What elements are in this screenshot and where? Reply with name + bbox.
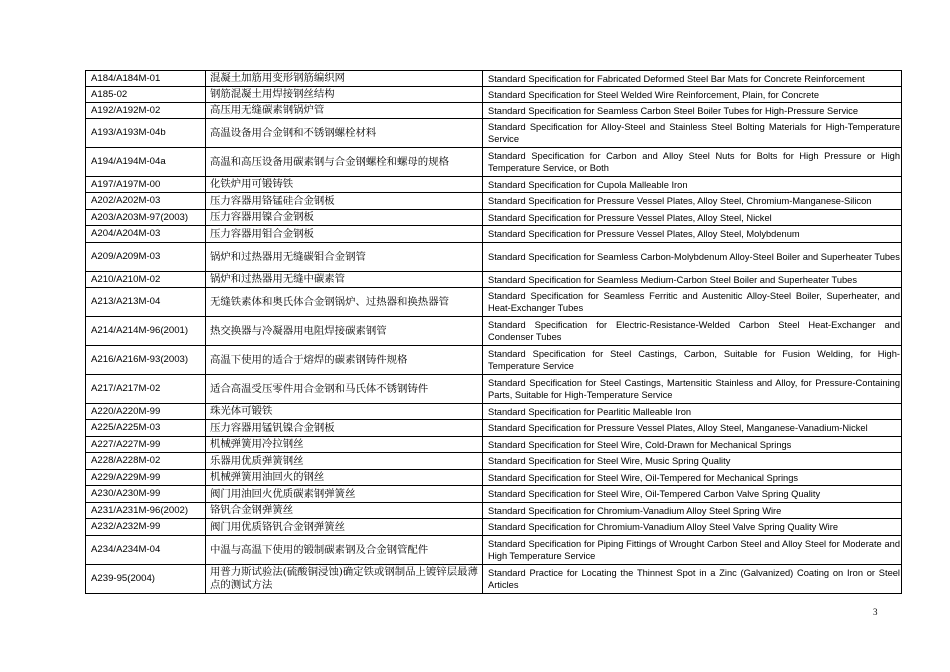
standard-code: A193/A193M-04b bbox=[86, 119, 206, 148]
standard-code: A230/A230M-99 bbox=[86, 486, 206, 503]
standard-code: A231/A231M-96(2002) bbox=[86, 503, 206, 519]
english-title: Standard Specification for Chromium-Vanadium Alloy Steel Valve Spring Quality Wire bbox=[483, 519, 902, 536]
english-title: Standard Specification for Steel Wire, Music Spring Quality bbox=[483, 453, 902, 470]
chinese-title: 混凝土加筋用变形钢筋编织网 bbox=[206, 71, 483, 87]
chinese-title: 珠光体可锻铁 bbox=[206, 404, 483, 420]
table-row bbox=[86, 375, 902, 404]
chinese-title: 锅炉和过热器用无缝中碳素管 bbox=[206, 272, 483, 288]
english-title: Standard Specification for Pressure Vessel Plates, Alloy Steel, Molybdenum bbox=[483, 226, 902, 243]
table-row bbox=[86, 177, 902, 193]
table-row bbox=[86, 470, 902, 486]
page-number: 3 bbox=[873, 607, 878, 617]
chinese-title: 适合高温受压零件用合金钢和马氏体不锈钢铸件 bbox=[206, 375, 483, 404]
standard-code: A185-02 bbox=[86, 87, 206, 103]
chinese-title: 压力容器用钼合金钢板 bbox=[206, 226, 483, 243]
chinese-title: 机械弹簧用油回火的钢丝 bbox=[206, 470, 483, 486]
chinese-title: 高温和高压设备用碳素钢与合金钢螺栓和螺母的规格 bbox=[206, 148, 483, 177]
standard-code: A214/A214M-96(2001) bbox=[86, 317, 206, 346]
standard-code: A204/A204M-03 bbox=[86, 226, 206, 243]
table-row bbox=[86, 71, 902, 87]
standard-code: A209/A209M-03 bbox=[86, 243, 206, 272]
standard-code: A216/A216M-93(2003) bbox=[86, 346, 206, 375]
standard-code: A213/A213M-04 bbox=[86, 288, 206, 317]
standard-code: A239-95(2004) bbox=[86, 565, 206, 594]
standard-code: A234/A234M-04 bbox=[86, 536, 206, 565]
table-row bbox=[86, 210, 902, 226]
english-title: Standard Specification for Steel Wire, Cold-Drawn for Mechanical Springs bbox=[483, 437, 902, 453]
table-row bbox=[86, 288, 902, 317]
standard-code: A227/A227M-99 bbox=[86, 437, 206, 453]
table-row bbox=[86, 404, 902, 420]
english-title: Standard Specification for Steel Wire, Oil-Tempered Carbon Valve Spring Quality bbox=[483, 486, 902, 503]
table-row bbox=[86, 317, 902, 346]
table-row bbox=[86, 486, 902, 503]
chinese-title: 热交换器与冷凝器用电阻焊接碳素钢管 bbox=[206, 317, 483, 346]
table-row bbox=[86, 193, 902, 210]
chinese-title: 高温下使用的适合于熔焊的碳素钢铸件规格 bbox=[206, 346, 483, 375]
table-row bbox=[86, 437, 902, 453]
standard-code: A229/A229M-99 bbox=[86, 470, 206, 486]
chinese-title: 用普力斯试验法(硫酸铜浸蚀)确定铁或钢制品上镀锌层最薄点的测试方法 bbox=[206, 565, 483, 594]
chinese-title: 化铁炉用可锻铸铁 bbox=[206, 177, 483, 193]
english-title: Standard Specification for Steel Welded Wire Reinforcement, Plain, for Concrete bbox=[483, 87, 902, 103]
english-title: Standard Specification for Seamless Carbon-Molybdenum Alloy-Steel Boiler and Superheater Tubes bbox=[483, 243, 902, 272]
table-row bbox=[86, 519, 902, 536]
standard-code: A217/A217M-02 bbox=[86, 375, 206, 404]
table-row bbox=[86, 420, 902, 437]
english-title: Standard Specification for Steel Castings, Carbon, Suitable for Fusion Welding, for High-Temperature Service bbox=[483, 346, 902, 375]
chinese-title: 乐器用优质弹簧钢丝 bbox=[206, 453, 483, 470]
table-row bbox=[86, 103, 902, 119]
english-title: Standard Specification for Chromium-Vanadium Alloy Steel Spring Wire bbox=[483, 503, 902, 519]
chinese-title: 钢筋混凝土用焊接钢丝结构 bbox=[206, 87, 483, 103]
english-title: Standard Specification for Seamless Medium-Carbon Steel Boiler and Superheater Tubes bbox=[483, 272, 902, 288]
chinese-title: 锅炉和过热器用无缝碳钼合金钢管 bbox=[206, 243, 483, 272]
standard-code: A225/A225M-03 bbox=[86, 420, 206, 437]
table-row bbox=[86, 536, 902, 565]
standards-table bbox=[85, 70, 902, 594]
table-row bbox=[86, 565, 902, 594]
standard-code: A220/A220M-99 bbox=[86, 404, 206, 420]
chinese-title: 阀门用油回火优质碳素钢弹簧丝 bbox=[206, 486, 483, 503]
english-title: Standard Practice for Locating the Thinnest Spot in a Zinc (Galvanized) Coating on Iron or Steel Articles bbox=[483, 565, 902, 594]
english-title: Standard Specification for Fabricated Deformed Steel Bar Mats for Concrete Reinforcement bbox=[483, 71, 902, 87]
english-title: Standard Specification for Carbon and Alloy Steel Nuts for Bolts for High Pressure or High Temperature Service, or Both bbox=[483, 148, 902, 177]
standard-code: A203/A203M-97(2003) bbox=[86, 210, 206, 226]
english-title: Standard Specification for Cupola Malleable Iron bbox=[483, 177, 902, 193]
english-title: Standard Specification for Seamless Carbon Steel Boiler Tubes for High-Pressure Service bbox=[483, 103, 902, 119]
table-row bbox=[86, 226, 902, 243]
english-title: Standard Specification for Piping Fittings of Wrought Carbon Steel and Alloy Steel for Moderate and High Temperature Service bbox=[483, 536, 902, 565]
english-title: Standard Specification for Electric-Resistance-Welded Carbon Steel Heat-Exchanger and Condenser Tubes bbox=[483, 317, 902, 346]
english-title: Standard Specification for Steel Wire, Oil-Tempered for Mechanical Springs bbox=[483, 470, 902, 486]
chinese-title: 高压用无缝碳素钢锅炉管 bbox=[206, 103, 483, 119]
table-row bbox=[86, 119, 902, 148]
standard-code: A210/A210M-02 bbox=[86, 272, 206, 288]
standard-code: A202/A202M-03 bbox=[86, 193, 206, 210]
table-row bbox=[86, 453, 902, 470]
standard-code: A228/A228M-02 bbox=[86, 453, 206, 470]
table-row bbox=[86, 503, 902, 519]
chinese-title: 高温设备用合金钢和不锈钢螺栓材料 bbox=[206, 119, 483, 148]
english-title: Standard Specification for Pearlitic Malleable Iron bbox=[483, 404, 902, 420]
chinese-title: 铬钒合金钢弹簧丝 bbox=[206, 503, 483, 519]
chinese-title: 压力容器用锰钒镍合金钢板 bbox=[206, 420, 483, 437]
table-row bbox=[86, 87, 902, 103]
english-title: Standard Specification for Pressure Vessel Plates, Alloy Steel, Nickel bbox=[483, 210, 902, 226]
chinese-title: 阀门用优质铬钒合金钢弹簧丝 bbox=[206, 519, 483, 536]
standard-code: A192/A192M-02 bbox=[86, 103, 206, 119]
table-row bbox=[86, 148, 902, 177]
table-row bbox=[86, 243, 902, 272]
english-title: Standard Specification for Alloy-Steel and Stainless Steel Bolting Materials for High-Temperature Service bbox=[483, 119, 902, 148]
chinese-title: 无缝铁素体和奥氏体合金钢锅炉、过热器和换热器管 bbox=[206, 288, 483, 317]
standard-code: A194/A194M-04a bbox=[86, 148, 206, 177]
table-row bbox=[86, 272, 902, 288]
table-row bbox=[86, 346, 902, 375]
standard-code: A197/A197M-00 bbox=[86, 177, 206, 193]
standard-code: A184/A184M-01 bbox=[86, 71, 206, 87]
chinese-title: 中温与高温下使用的锻制碳素钢及合金钢管配件 bbox=[206, 536, 483, 565]
english-title: Standard Specification for Pressure Vessel Plates, Alloy Steel, Chromium-Manganese-Silicon bbox=[483, 193, 902, 210]
chinese-title: 压力容器用镍合金钢板 bbox=[206, 210, 483, 226]
english-title: Standard Specification for Pressure Vessel Plates, Alloy Steel, Manganese-Vanadium-Nickel bbox=[483, 420, 902, 437]
english-title: Standard Specification for Steel Castings, Martensitic Stainless and Alloy, for Pressure-Containing Parts, Suitable for High-Temperature Service bbox=[483, 375, 902, 404]
english-title: Standard Specification for Seamless Ferritic and Austenitic Alloy-Steel Boiler, Superheater, and Heat-Exchanger Tubes bbox=[483, 288, 902, 317]
chinese-title: 压力容器用铬锰硅合金钢板 bbox=[206, 193, 483, 210]
standard-code: A232/A232M-99 bbox=[86, 519, 206, 536]
chinese-title: 机械弹簧用冷拉钢丝 bbox=[206, 437, 483, 453]
